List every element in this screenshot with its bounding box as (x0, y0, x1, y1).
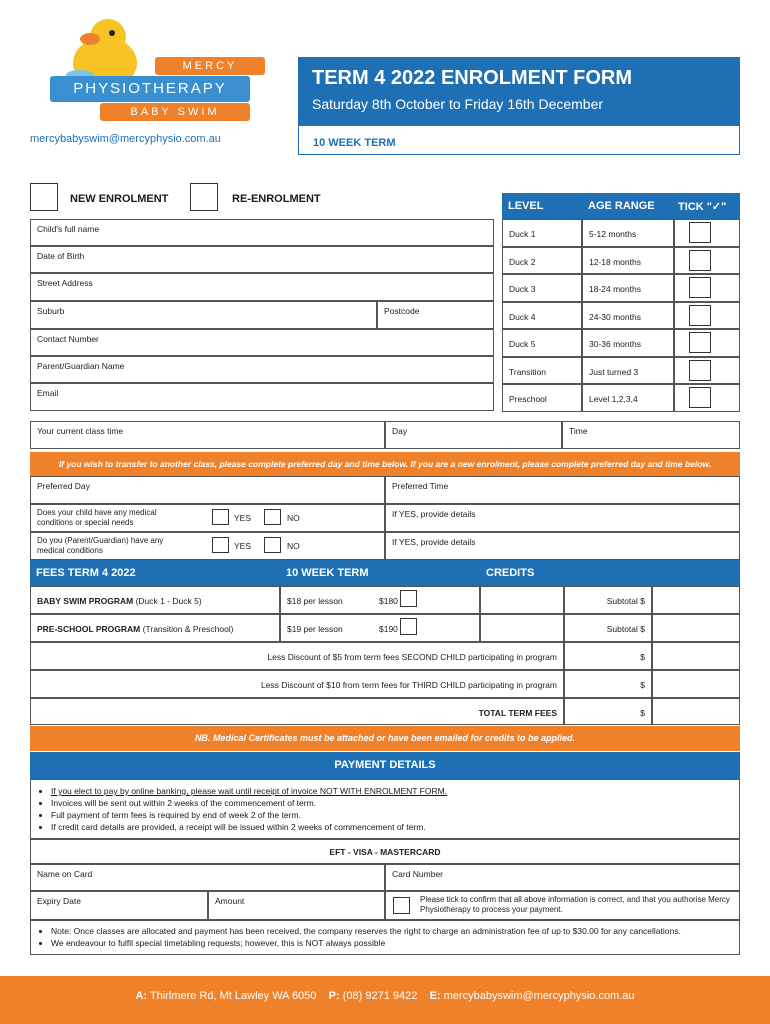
payment-bullet-text: If credit card details are provided, a receipt will be issued within 2 weeks of commencement of term. (51, 822, 426, 832)
babyswim-rate: $18 per lesson (287, 596, 343, 606)
time-field[interactable] (562, 421, 740, 449)
level-age: 5-12 months (582, 219, 674, 247)
footer-address: Thirlmere Rd, Mt Lawley WA 6050 (149, 990, 317, 1002)
total-fees-label: TOTAL TERM FEES (478, 708, 557, 718)
medical-q2-yes-checkbox[interactable] (212, 537, 229, 553)
street-field[interactable] (30, 273, 494, 301)
preferred-day-label: Preferred Day (37, 481, 90, 491)
level-age: 24-30 months (582, 302, 674, 330)
medical-q1-text: Does your child have any medical conditions or special needs (37, 508, 157, 527)
fees-header (30, 560, 740, 586)
payment-methods: EFT - VISA - MASTERCARD (329, 847, 441, 857)
babyswim-subtotal-field[interactable] (652, 586, 740, 614)
babyswim-subtotal-label: Subtotal $ (606, 596, 645, 606)
total-fees-field[interactable] (564, 698, 652, 725)
level-col-header: LEVEL (508, 200, 544, 212)
transfer-notice-text: If you wish to transfer to another class, please complete preferred day and time below. If you are a new enrolment, please complete preferred day and time below. (58, 459, 712, 469)
payment-bullet-text: Full payment of term fees is required by end of week 2 of the term. (51, 810, 301, 820)
discount-third-row (30, 670, 564, 698)
expiry-field[interactable] (30, 891, 208, 920)
amount-field[interactable] (208, 891, 385, 920)
logo-bottom-text: BABY SWIM (130, 106, 220, 118)
page-subtitle: Saturday 8th October to Friday 16th December (312, 96, 604, 112)
medical-q2-row (30, 532, 385, 560)
medical-q1-yes-checkbox[interactable] (212, 509, 229, 525)
guardian-field[interactable] (30, 356, 494, 383)
footer-email-label: E: (429, 990, 441, 1002)
babyswim-checkbox[interactable] (400, 590, 417, 607)
dob-label: Date of Birth (37, 251, 85, 261)
level-age: 18-24 months (582, 274, 674, 302)
level-row (502, 329, 740, 357)
preferred-day-field[interactable] (30, 476, 385, 504)
babyswim-program-range: (Duck 1 - Duck 5) (135, 596, 202, 606)
preschool-subtotal-label: Subtotal $ (606, 624, 645, 634)
contact-field[interactable] (30, 329, 494, 356)
child-name-field[interactable] (30, 219, 494, 246)
preschool-total: $190 (379, 624, 398, 634)
payment-note (51, 925, 731, 937)
payment-note-text: Note: Once classes are allocated and payment has been received, the company reserves the right to charge an administration fee of up to $30.00 for any cancellations. (51, 926, 681, 936)
level-name: Duck 2 (502, 247, 582, 275)
preschool-subtotal-field[interactable] (652, 614, 740, 642)
babyswim-subtotal-cell (564, 586, 652, 614)
new-enrolment-checkbox[interactable] (30, 183, 58, 211)
level-name: Duck 4 (502, 302, 582, 330)
email-label: Email (37, 388, 59, 398)
medical-q1-no-label: NO (287, 513, 300, 523)
level-row (502, 357, 740, 385)
level-tick-checkbox[interactable] (689, 250, 711, 271)
level-row (502, 219, 740, 247)
current-class-field[interactable] (30, 421, 385, 449)
discount-second-field[interactable] (564, 642, 652, 670)
level-age: Just turned 3 (582, 357, 674, 385)
postcode-label: Postcode (384, 306, 420, 316)
payment-note (51, 937, 731, 949)
fees-row-babyswim (30, 586, 280, 614)
medical-cert-text: NB. Medical Certificates must be attached or have been emailed for credits to be applied. (194, 733, 576, 743)
amount-label: Amount (215, 896, 245, 906)
payment-bullet (51, 809, 731, 821)
new-enrolment-label: NEW ENROLMENT (70, 193, 169, 205)
level-name: Duck 5 (502, 329, 582, 357)
levels-header (502, 193, 740, 219)
level-age: Level 1,2,3,4 (582, 384, 674, 412)
fees-term-header: 10 WEEK TERM (286, 567, 369, 579)
preferred-time-field[interactable] (385, 476, 740, 504)
total-fees-dollar: $ (640, 708, 645, 718)
preschool-subtotal-cell (564, 614, 652, 642)
discount-third-field[interactable] (564, 670, 652, 698)
transfer-notice (30, 452, 740, 476)
discount-third-spacer (652, 670, 740, 698)
term-note-box (298, 125, 740, 155)
discount-third-label: Less Discount of $10 from term fees for THIRD CHILD participating in program (260, 680, 557, 690)
medical-q1-details[interactable] (385, 504, 740, 532)
level-tick-checkbox[interactable] (689, 360, 711, 381)
payment-note-text: We endeavour to fulfil special timetabling requests; however, this is NOT always possible (51, 938, 386, 948)
footer-phone-label: P: (328, 990, 340, 1002)
payment-header (30, 752, 740, 779)
preschool-program-name: PRE-SCHOOL PROGRAM (37, 624, 141, 634)
card-number-field[interactable] (385, 864, 740, 891)
street-label: Street Address (37, 278, 93, 288)
medical-q1-details-label: If YES, provide details (392, 509, 476, 519)
level-age: 12-18 months (582, 247, 674, 275)
logo (50, 15, 270, 130)
day-label: Day (392, 426, 408, 436)
medical-q1-no-checkbox[interactable] (264, 509, 281, 525)
babyswim-total: $180 (379, 596, 398, 606)
contact-label: Contact Number (37, 334, 99, 344)
preferred-time-label: Preferred Time (392, 481, 449, 491)
postcode-field[interactable] (377, 301, 494, 329)
name-on-card-label: Name on Card (37, 869, 93, 879)
preschool-checkbox[interactable] (400, 618, 417, 635)
footer-phone[interactable]: (08) 9271 9422 (342, 990, 418, 1002)
suburb-field[interactable] (30, 301, 377, 329)
medical-q2-no-label: NO (287, 541, 300, 551)
level-name: Transition (502, 357, 582, 385)
medical-q1-row (30, 504, 385, 532)
discount-second-label: Less Discount of $5 from term fees SECOND CHILD participating in program (267, 652, 557, 662)
logo-top-band (155, 57, 265, 75)
payment-bullet-text: Invoices will be sent out within 2 weeks of the commencement of term. (51, 798, 317, 808)
babyswim-credits[interactable] (480, 586, 564, 614)
preschool-program-range: (Transition & Preschool) (142, 624, 234, 634)
dob-field[interactable] (30, 246, 494, 273)
footer (0, 976, 770, 1024)
preschool-credits[interactable] (480, 614, 564, 642)
fees-row-preschool (30, 614, 280, 642)
medical-cert-notice (30, 726, 740, 751)
level-name: Preschool (502, 384, 582, 412)
confirm-box (385, 891, 740, 920)
level-row (502, 384, 740, 412)
suburb-label: Suburb (37, 306, 65, 316)
level-name: Duck 1 (502, 219, 582, 247)
guardian-label: Parent/Guardian Name (37, 361, 125, 371)
level-tick-checkbox[interactable] (689, 277, 711, 298)
medical-q2-no-checkbox[interactable] (264, 537, 281, 553)
total-fees-spacer (652, 698, 740, 725)
confirm-text: Please tick to confirm that all above information is correct, and that you authorise Mercy Physiotherapy to process your payment. (420, 895, 730, 914)
level-row (502, 247, 740, 275)
level-tick-checkbox[interactable] (689, 387, 711, 408)
re-enrolment-label: RE-ENROLMENT (232, 193, 321, 205)
payment-bullet (51, 785, 731, 797)
medical-q2-text: Do you (Parent/Guardian) have any medical conditions (37, 536, 164, 555)
logo-middle-text: PHYSIOTHERAPY (73, 80, 227, 97)
total-fees-row (30, 698, 564, 725)
header-banner (298, 57, 740, 125)
medical-q2-yes-label: YES (234, 541, 252, 551)
level-age: 30-36 months (582, 329, 674, 357)
discount-second-spacer (652, 642, 740, 670)
discount-second-row (30, 642, 564, 670)
email-field[interactable] (30, 383, 494, 411)
payment-bullet (51, 821, 731, 833)
preschool-rate-cell (280, 614, 480, 642)
current-class-label: Your current class time (37, 426, 124, 436)
fees-credits-header: CREDITS (486, 567, 535, 579)
time-label: Time (569, 426, 588, 436)
logo-top-text: MERCY (182, 60, 238, 72)
page-title: TERM 4 2022 ENROLMENT FORM (312, 67, 633, 89)
payment-methods-row (30, 839, 740, 864)
brand-email[interactable]: mercybabyswim@mercyphysio.com.au (30, 133, 221, 145)
babyswim-program-name: BABY SWIM PROGRAM (37, 596, 134, 606)
confirm-checkbox[interactable] (393, 897, 410, 914)
babyswim-rate-cell (280, 586, 480, 614)
day-field[interactable] (385, 421, 562, 449)
preschool-rate: $19 per lesson (287, 624, 343, 634)
fees-title: FEES TERM 4 2022 (36, 567, 136, 579)
level-row (502, 274, 740, 302)
medical-q1-yes-label: YES (234, 513, 252, 523)
level-tick-checkbox[interactable] (689, 305, 711, 326)
footer-address-label: A: (135, 990, 148, 1002)
card-number-label: Card Number (392, 869, 444, 879)
level-row (502, 302, 740, 330)
payment-bullet (51, 797, 731, 809)
level-tick-checkbox[interactable] (689, 222, 711, 243)
footer-email[interactable]: mercybabyswim@mercyphysio.com.au (443, 990, 635, 1002)
logo-bottom-band (100, 103, 250, 121)
discount-second-dollar: $ (640, 652, 645, 662)
payment-bullet-text: If you elect to pay by online banking, please wait until receipt of invoice NOT WITH ENROLMENT FORM. (51, 786, 448, 796)
tick-col-header: TICK "✓" (678, 201, 727, 213)
medical-q2-details[interactable] (385, 532, 740, 560)
child-name-label: Child's full name (37, 224, 100, 234)
discount-third-dollar: $ (640, 680, 645, 690)
level-name: Duck 3 (502, 274, 582, 302)
medical-q2-details-label: If YES, provide details (392, 537, 476, 547)
level-tick-checkbox[interactable] (689, 332, 711, 353)
re-enrolment-checkbox[interactable] (190, 183, 218, 211)
payment-title: PAYMENT DETAILS (334, 759, 436, 771)
term-note: 10 WEEK TERM (313, 137, 396, 149)
payment-info-box (30, 779, 740, 839)
expiry-label: Expiry Date (37, 896, 81, 906)
logo-middle-band (50, 76, 250, 102)
name-on-card-field[interactable] (30, 864, 385, 891)
payment-notes-box (30, 920, 740, 955)
age-col-header: AGE RANGE (588, 200, 655, 212)
